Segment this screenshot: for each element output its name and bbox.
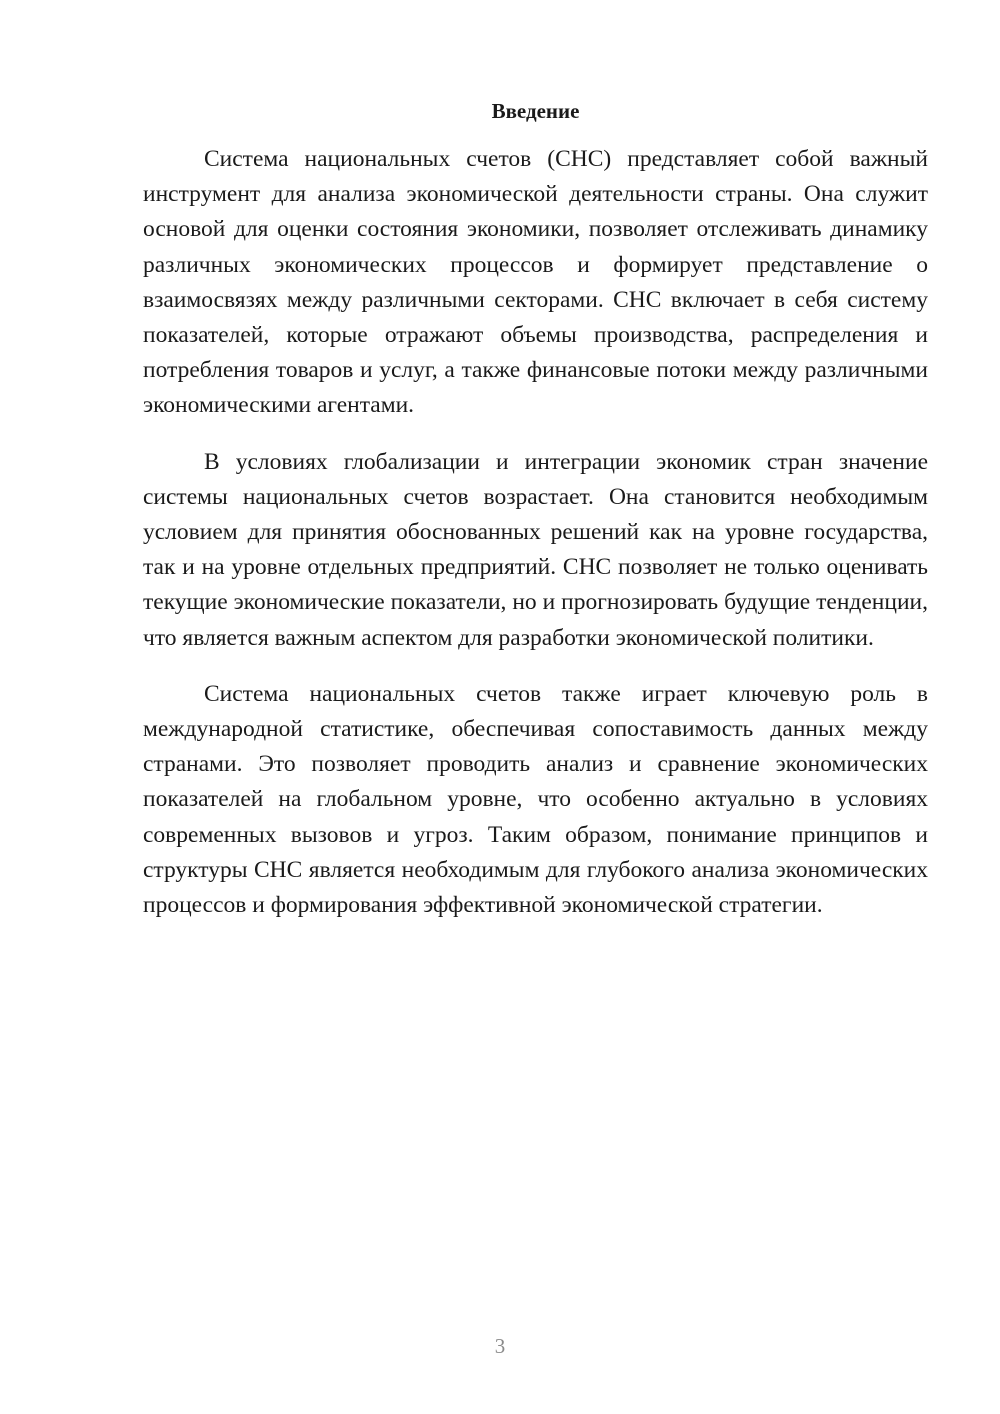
section-title: Введение — [491, 99, 580, 123]
page-number: 3 — [494, 1334, 506, 1358]
paragraph-1: Система национальных счетов (СНС) представляет собой важный инструмент для анализа экономической деятельности страны. Она служит основой для оценки состояния экономики, позволяет отслеживать динамику различных экономических процессов и формирует представление о взаимосвязях между различными секторами. СНС включает в себя систему показателей, которые отражают объемы производства, распределения и потребления товаров и услуг, а также финансовые потоки между различными экономическими агентами. — [143, 146, 928, 419]
page-content — [143, 96, 928, 923]
paragraph-2: В условиях глобализации и интеграции экономик стран значение системы национальных счетов возрастает. Она становится необходимым условием для принятия обоснованных решений как на уровне государства, так и на уровне отдельных предприятий. СНС позволяет не только оценивать текущие экономические показатели, но и прогнозировать будущие тенденции, что является важным аспектом для разработки экономической политики. — [143, 448, 928, 651]
paragraph-3: Система национальных счетов также играет ключевую роль в международной статистике, обеспечивая сопоставимость данных между странами. Это позволяет проводить анализ и сравнение экономических показателей на глобальном уровне, что особенно актуально в условиях современных вызовов и угроз. Таким образом, понимание принципов и структуры СНС является необходимым для глубокого анализа экономических процессов и формирования эффективной экономической стратегии. — [143, 680, 928, 919]
